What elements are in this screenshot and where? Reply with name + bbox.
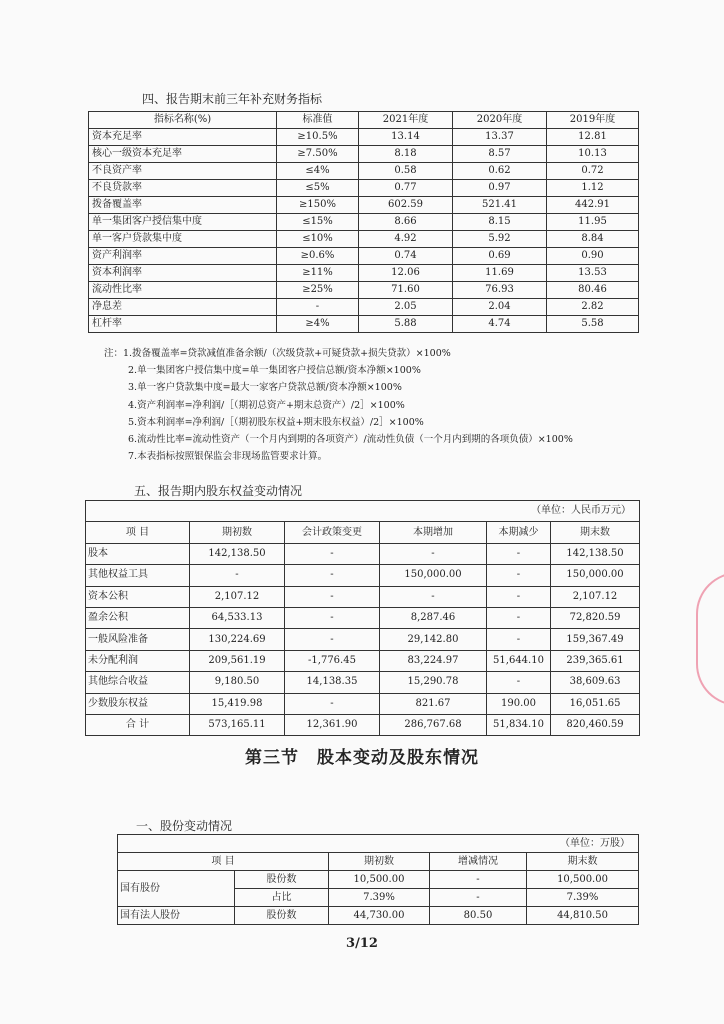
table-cell: -1,776.45 (285, 650, 380, 671)
column-header: 2020年度 (453, 112, 547, 129)
table-cell: 5.92 (453, 231, 547, 248)
table-cell: 7.39% (329, 889, 430, 907)
table-cell: 12.06 (359, 265, 453, 282)
group-name: 国有股份 (118, 871, 235, 907)
table-cell: 80.46 (547, 282, 639, 299)
indicator-name: 不良贷款率 (89, 180, 277, 197)
table-cell: 2.04 (453, 299, 547, 316)
table-cell: - (285, 693, 380, 714)
table-row (86, 543, 640, 564)
table-row (89, 129, 639, 146)
table-cell: 521.41 (453, 197, 547, 214)
table-cell: 150,000.00 (551, 565, 640, 586)
item-name: 合 计 (86, 714, 190, 735)
item-name: 其他权益工具 (86, 565, 190, 586)
item-name: 股本 (86, 543, 190, 564)
table-cell: 11.95 (547, 214, 639, 231)
indicator-name: 资本充足率 (89, 129, 277, 146)
table-cell: ≥11% (277, 265, 359, 282)
table-cell: 8.66 (359, 214, 453, 231)
table-cell: ≥7.50% (277, 146, 359, 163)
table-cell: - (285, 543, 380, 564)
table-cell: - (487, 607, 551, 628)
table-cell: 5.88 (359, 316, 453, 333)
column-header: 标准值 (277, 112, 359, 129)
column-header: 会计政策变更 (285, 522, 380, 543)
table-cell: - (430, 871, 527, 889)
indicator-name: 资产利润率 (89, 248, 277, 265)
table-cell: 159,367.49 (551, 629, 640, 650)
table-cell: 38,609.63 (551, 672, 640, 693)
table-row (89, 265, 639, 282)
table-cell: - (380, 543, 487, 564)
table-cell: 14,138.35 (285, 672, 380, 693)
table-cell: 9,180.50 (190, 672, 285, 693)
table-cell: - (487, 629, 551, 650)
table-cell: 2,107.12 (190, 586, 285, 607)
table-cell: 8.15 (453, 214, 547, 231)
table-cell: - (430, 889, 527, 907)
table-header-row (89, 112, 639, 129)
table-cell: 239,365.61 (551, 650, 640, 671)
table-cell: 4.92 (359, 231, 453, 248)
table-cell: 0.69 (453, 248, 547, 265)
table-cell: 76.93 (453, 282, 547, 299)
indicator-name: 资本利润率 (89, 265, 277, 282)
table-cell: 72,820.59 (551, 607, 640, 628)
table-cell: 10,500.00 (527, 871, 639, 889)
table-cell: 64,533.13 (190, 607, 285, 628)
table-cell: ≥4% (277, 316, 359, 333)
table-cell: 12,361.90 (285, 714, 380, 735)
item-name: 盈余公积 (86, 607, 190, 628)
column-header: 期初数 (329, 853, 430, 871)
table-row (86, 693, 640, 714)
table-cell: 8.84 (547, 231, 639, 248)
table-cell: 0.74 (359, 248, 453, 265)
table-row (118, 871, 639, 889)
table-cell: 83,224.97 (380, 650, 487, 671)
table-cell: - (285, 586, 380, 607)
column-header: 期初数 (190, 522, 285, 543)
item-name: 资本公积 (86, 586, 190, 607)
table-cell: 13.14 (359, 129, 453, 146)
table-cell: 15,290.78 (380, 672, 487, 693)
table-cell: ≥25% (277, 282, 359, 299)
share-change-title: 一、股份变动情况 (136, 819, 233, 833)
table-cell: 602.59 (359, 197, 453, 214)
table-cell: 71.60 (359, 282, 453, 299)
total-row (86, 714, 640, 735)
table-cell: 51,834.10 (487, 714, 551, 735)
note-line: 5.资本利润率=净利润/［（期初股东权益+期末股东权益）/2］×100% (128, 416, 424, 428)
table-header-row (118, 853, 639, 871)
item-name: 一般风险准备 (86, 629, 190, 650)
equity-change-table (85, 500, 640, 736)
indicator-name: 单一客户贷款集中度 (89, 231, 277, 248)
table-cell: 142,138.50 (190, 543, 285, 564)
table-cell: 10,500.00 (329, 871, 430, 889)
table-cell: 2.05 (359, 299, 453, 316)
table-cell: 16,051.65 (551, 693, 640, 714)
table-row (86, 586, 640, 607)
group-name: 国有法人股份 (118, 907, 235, 925)
table-cell: - (190, 565, 285, 586)
table-cell: 2,107.12 (551, 586, 640, 607)
table-row (86, 629, 640, 650)
table-cell: 130,224.69 (190, 629, 285, 650)
note-line: 7.本表指标按照银保监会非现场监管要求计算。 (128, 451, 328, 463)
indicator-name: 拨备覆盖率 (89, 197, 277, 214)
column-header: 项 目 (118, 853, 329, 871)
table-cell: 209,561.19 (190, 650, 285, 671)
table-cell: - (487, 543, 551, 564)
table-row (86, 672, 640, 693)
table-cell: 29,142.80 (380, 629, 487, 650)
table-cell: 0.77 (359, 180, 453, 197)
table-row (89, 180, 639, 197)
table-cell: 10.13 (547, 146, 639, 163)
table-row (89, 214, 639, 231)
column-header: 本期减少 (487, 522, 551, 543)
table-cell: 13.37 (453, 129, 547, 146)
table-cell: 1.12 (547, 180, 639, 197)
sub-item: 占比 (235, 889, 329, 907)
note-line: 注：1.拨备覆盖率=贷款减值准备余额/（次级贷款+可疑贷款+损失贷款）×100% (104, 348, 451, 359)
unit-label: （单位：万股） (118, 835, 639, 853)
column-header: 项 目 (86, 522, 190, 543)
table-cell: ≥150% (277, 197, 359, 214)
sub-item: 股份数 (235, 871, 329, 889)
table-cell: 8,287.46 (380, 607, 487, 628)
table-row (89, 248, 639, 265)
table-row (89, 316, 639, 333)
financial-indicators-table (88, 111, 639, 333)
indicator-name: 单一集团客户授信集中度 (89, 214, 277, 231)
table-row (89, 197, 639, 214)
table-cell: 820,460.59 (551, 714, 640, 735)
indicator-name: 净息差 (89, 299, 277, 316)
table-cell: ≤5% (277, 180, 359, 197)
table-cell: ≥10.5% (277, 129, 359, 146)
unit-label: （单位：人民币万元） (86, 501, 640, 522)
table-cell: 0.72 (547, 163, 639, 180)
indicator-name: 核心一级资本充足率 (89, 146, 277, 163)
column-header: 指标名称(%) (89, 112, 277, 129)
table-cell: 0.62 (453, 163, 547, 180)
table-cell: 0.97 (453, 180, 547, 197)
table-header-row (86, 522, 640, 543)
table-cell: 8.18 (359, 146, 453, 163)
column-header: 期末数 (551, 522, 640, 543)
table-cell: 2.82 (547, 299, 639, 316)
sub-item: 股份数 (235, 907, 329, 925)
table-cell: 7.39% (527, 889, 639, 907)
table-cell: 0.90 (547, 248, 639, 265)
table-cell: 0.58 (359, 163, 453, 180)
table-cell: 286,767.68 (380, 714, 487, 735)
table-cell: 573,165.11 (190, 714, 285, 735)
table-row (89, 146, 639, 163)
item-name: 少数股东权益 (86, 693, 190, 714)
table-cell: 15,419.98 (190, 693, 285, 714)
share-change-table (117, 834, 639, 925)
note-line: 4.资产利润率=净利润/［（期初总资产+期末总资产）/2］×100% (128, 399, 405, 411)
table-cell: 44,810.50 (527, 907, 639, 925)
table-row (89, 163, 639, 180)
note-line: 3.单一客户贷款集中度=最大一家客户贷款总额/资本净额×100% (128, 382, 402, 394)
table-cell: 13.53 (547, 265, 639, 282)
page-number: 3/12 (346, 936, 378, 951)
table-cell: - (487, 586, 551, 607)
item-name: 其他综合收益 (86, 672, 190, 693)
section5-title: 五、报告期内股东权益变动情况 (134, 484, 303, 498)
table-cell: - (380, 586, 487, 607)
table-cell: 51,644.10 (487, 650, 551, 671)
column-header: 期末数 (527, 853, 639, 871)
indicator-name: 不良资产率 (89, 163, 277, 180)
indicator-name: 流动性比率 (89, 282, 277, 299)
table-row (118, 907, 639, 925)
table-cell: - (277, 299, 359, 316)
note-line: 2.单一集团客户授信集中度=单一集团客户授信总额/资本净额×100% (128, 365, 421, 377)
table-cell: - (487, 672, 551, 693)
table-cell: 142,138.50 (551, 543, 640, 564)
table-cell: 190.00 (487, 693, 551, 714)
section3-heading: 第三节 股本变动及股东情况 (245, 748, 479, 768)
table-cell: 11.69 (453, 265, 547, 282)
table-row (89, 282, 639, 299)
column-header: 2021年度 (359, 112, 453, 129)
table-cell: 821.67 (380, 693, 487, 714)
table-cell: 4.74 (453, 316, 547, 333)
table-cell: 44,730.00 (329, 907, 430, 925)
table-cell: ≥0.6% (277, 248, 359, 265)
red-seal-stamp (696, 572, 724, 706)
table-cell: ≤4% (277, 163, 359, 180)
table-row (89, 299, 639, 316)
table-row (89, 231, 639, 248)
item-name: 未分配利润 (86, 650, 190, 671)
table-cell: 8.57 (453, 146, 547, 163)
column-header: 增减情况 (430, 853, 527, 871)
note-line: 6.流动性比率=流动性资产（一个月内到期的各项资产）/流动性负债（一个月内到期的各项负债）×100% (128, 434, 573, 446)
table-cell: 150,000.00 (380, 565, 487, 586)
section4-title: 四、报告期末前三年补充财务指标 (142, 92, 323, 106)
table-cell: - (487, 565, 551, 586)
table-cell: - (285, 607, 380, 628)
table-cell: ≤15% (277, 214, 359, 231)
table-row (86, 607, 640, 628)
indicator-name: 杠杆率 (89, 316, 277, 333)
table-row (86, 650, 640, 671)
column-header: 本期增加 (380, 522, 487, 543)
table-row (86, 565, 640, 586)
notes-block (104, 345, 573, 465)
table-cell: - (285, 565, 380, 586)
table-cell: 12.81 (547, 129, 639, 146)
column-header: 2019年度 (547, 112, 639, 129)
table-cell: ≤10% (277, 231, 359, 248)
table-cell: 442.91 (547, 197, 639, 214)
table-cell: 5.58 (547, 316, 639, 333)
table-cell: - (285, 629, 380, 650)
table-cell: 80.50 (430, 907, 527, 925)
